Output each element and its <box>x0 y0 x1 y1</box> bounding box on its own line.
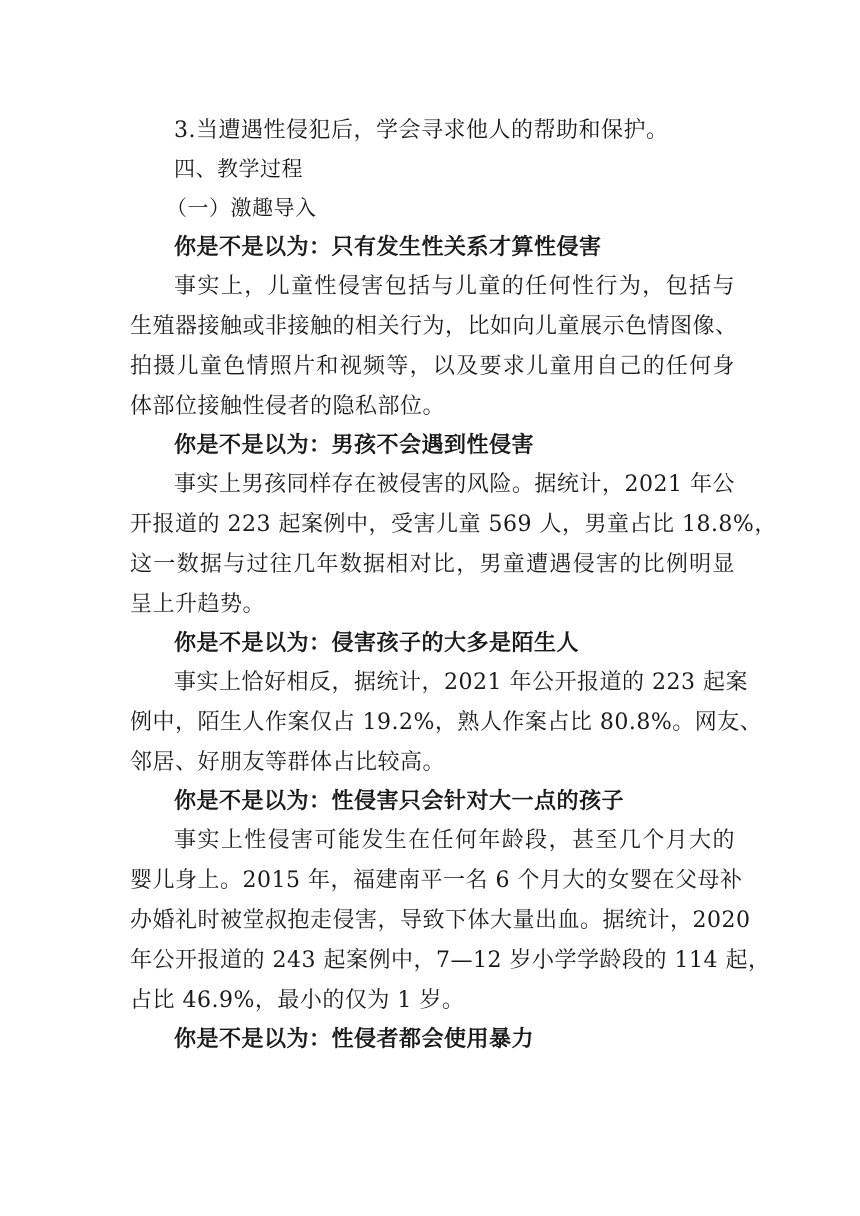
paragraph-line: 开报道的 223 起案例中，受害儿童 569 人，男童占比 18.8%， <box>130 512 777 537</box>
paragraph-line: 办婚礼时被堂叔抱走侵害，导致下体大量出血。据统计，2020 <box>130 908 751 933</box>
paragraph-line: 事实上男孩同样存在被侵害的风险。据统计，2021 年公 <box>174 472 735 497</box>
paragraph-4 <box>130 826 771 1015</box>
question-heading-5: 你是不是以为：性侵者都会使用暴力 <box>174 1026 535 1052</box>
question-heading-3: 你是不是以为：侵害孩子的大多是陌生人 <box>174 630 580 656</box>
question-heading-1: 你是不是以为：只有发生性关系才算性侵害 <box>174 234 602 260</box>
paragraph-line: 年公开报道的 243 起案例中，7—12 岁小学学龄段的 114 起， <box>130 948 771 973</box>
paragraph-line: 事实上，儿童性侵害包括与儿童的任何性行为，包括与 <box>174 274 735 299</box>
subsection-heading-intro: （一）激趣导入 <box>166 196 317 220</box>
document-page <box>130 116 777 1054</box>
section-heading-teaching-process: 四、教学过程 <box>174 157 303 181</box>
paragraph-line: 拍摄儿童色情照片和视频等，以及要求儿童用自己的任何身 <box>130 354 735 379</box>
paragraph-line: 生殖器接触或非接触的相关行为，比如向儿童展示色情图像、 <box>130 314 738 339</box>
paragraph-line: 例中，陌生人作案仅占 19.2%，熟人作案占比 80.8%。网友、 <box>130 710 763 735</box>
paragraph-line: 占比 46.9%，最小的仅为 1 岁。 <box>130 988 465 1013</box>
paragraph-2 <box>130 470 777 619</box>
paragraph-line: 婴儿身上。2015 年，福建南平一名 6 个月大的女婴在父母补 <box>130 868 743 893</box>
objective-item-3: 3.当遭遇性侵犯后，学会寻求他人的帮助和保护。 <box>174 118 669 143</box>
paragraph-3 <box>130 668 763 777</box>
paragraph-line: 邻居、好朋友等群体占比较高。 <box>130 750 446 775</box>
paragraph-line: 这一数据与过往几年数据相对比，男童遭遇侵害的比例明显 <box>130 552 735 577</box>
paragraph-line: 事实上性侵害可能发生在任何年龄段，甚至几个月大的 <box>174 828 735 853</box>
paragraph-line: 呈上升趋势。 <box>130 592 266 617</box>
paragraph-1 <box>130 272 738 421</box>
paragraph-line: 体部位接触性侵者的隐私部位。 <box>130 394 446 419</box>
paragraph-line: 事实上恰好相反，据统计，2021 年公开报道的 223 起案 <box>174 670 748 695</box>
question-heading-4: 你是不是以为：性侵害只会针对大一点的孩子 <box>174 788 625 814</box>
question-heading-2: 你是不是以为：男孩不会遇到性侵害 <box>174 432 535 458</box>
